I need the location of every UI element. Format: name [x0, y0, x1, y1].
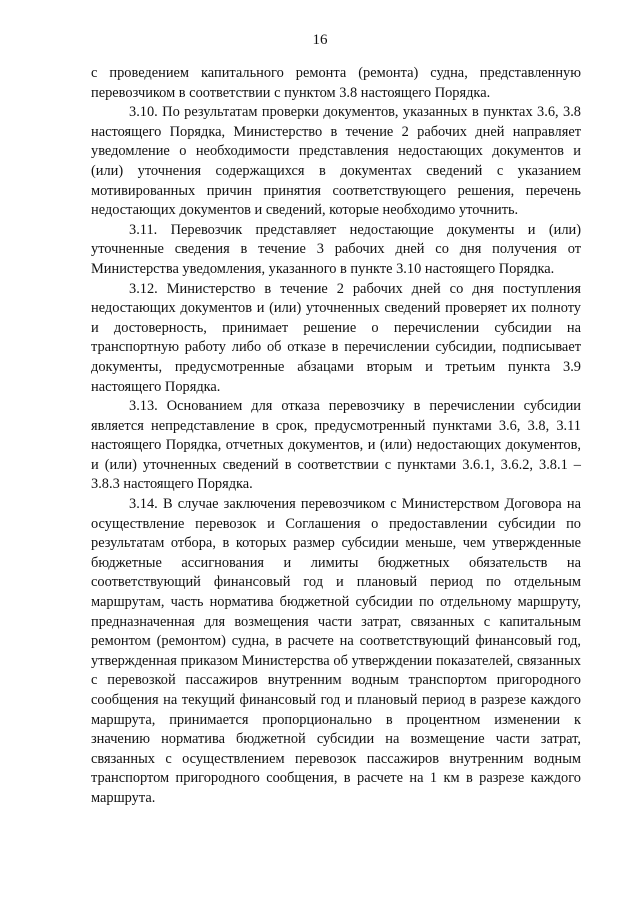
paragraph-3-10: 3.10. По результатам проверки документов, указанных в пунктах 3.6, 3.8 настоящего Порядка, Министерство в течение 2 рабочих дней направляет уведомление о необходимости представления недостающих документов и (или) уточнения содержащихся в документах сведений с указанием мотивированных причин принятия соответствующего решения, перечень недостающих документов и сведений, которые необходимо уточнить. [91, 104, 581, 219]
paragraph-3-11: 3.11. Перевозчик представляет недостающие документы и (или) уточненные сведения в течение 3 рабочих дней со дня получения от Министерства уведомления, указанного в пункте 3.10 настоящего Порядка. [91, 221, 581, 277]
paragraph-3-13: 3.13. Основанием для отказа перевозчику в перечислении субсидии является непредставление в срок, предусмотренный пунктами 3.6, 3.8, 3.11 настоящего Порядка, отчетных документов, и (или) недостающих документов, и (или) уточненных сведений в соответствии с пунктами 3.6.1, 3.6.2, 3.8.1 – 3.8.3 настоящего Порядка. [91, 398, 581, 493]
paragraph-continuation: с проведением капитального ремонта (ремонта) судна, представленную перевозчиком в соответствии с пунктом 3.8 настоящего Порядка. [91, 65, 581, 101]
page-number: 16 [312, 32, 328, 48]
paragraph-3-12: 3.12. Министерство в течение 2 рабочих дней со дня поступления недостающих документов и (или) уточненных сведений проверяет их полноту и достоверность, принимает решение о перечислении субсидии на транспортную работу либо об отказе в перечислении субсидии, подписывает документы, предусмотренные абзацами вторым и третьим пункта 3.9 настоящего Порядка. [91, 280, 581, 395]
paragraph-3-14: 3.14. В случае заключения перевозчиком с Министерством Договора на осуществление перевозок и Соглашения о предоставлении субсидии по результатам отбора, в которых размер субсидии меньше, чем утвержденные бюджетные ассигнования и лимиты бюджетных обязательств на соответствующий финансовый год и плановый период по отдельным маршрутам, часть норматива бюджетной субсидии по отдельному маршруту, предназначенная для возмещения части затрат, связанных с капитальным ремонтом (ремонтом) судна, в расчете на соответствующий финансовый год, утвержденная приказом Министерства об утверждении показателей, связанных с перевозкой пассажиров внутренним водным транспортом пригородного сообщения на текущий финансовый год и плановый период в разрезе каждого маршрута, принимается пропорционально в процентном изменении к значению норматива бюджетной субсидии на возмещение части затрат, связанных с осуществлением перевозок пассажиров внутренним водным транспортом пригородного сообщения, в расчете на 1 км в разрезе каждого маршрута. [91, 496, 581, 806]
document-body [91, 64, 581, 809]
